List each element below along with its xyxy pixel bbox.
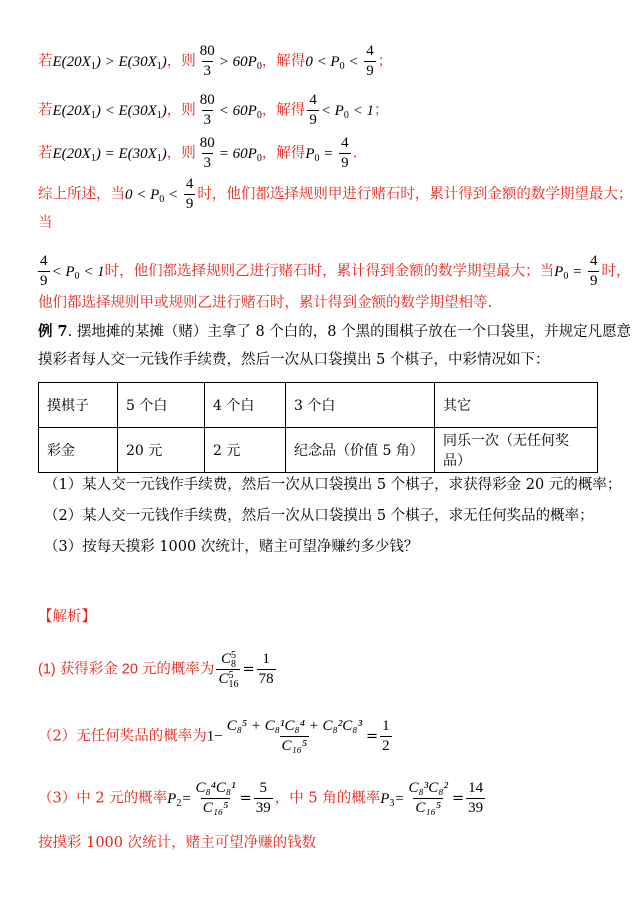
numerator: 4 (309, 92, 317, 108)
numerator: 5 (259, 780, 268, 796)
fraction (198, 42, 217, 81)
text: 若 (38, 102, 53, 119)
sub: 16 (228, 678, 239, 690)
table-cell: 5 个白 (118, 383, 205, 428)
numerator: 4 (40, 253, 48, 269)
numerator: 4 (185, 176, 194, 192)
text: （2）无任何奖品的概率为 (38, 728, 207, 745)
sub: 0 (563, 270, 569, 282)
text: 时，他们都选择规则乙进行赌石时，累计得到金额的数学期望最大；当 (104, 263, 555, 280)
text: 摸彩者每人交一元钱作手续费，然后一次从口袋摸出 5 个棋子，中彩情况如下： (38, 352, 550, 368)
sub: 1 (90, 60, 96, 72)
sub: 0 (343, 109, 349, 121)
numerator: C₈⁴C₈¹ (195, 780, 236, 796)
math: < P (51, 263, 75, 280)
sub: 1 (156, 109, 162, 121)
math: = (568, 263, 586, 280)
text: 若 (38, 145, 53, 162)
math: P (305, 145, 315, 162)
example-label: 例 7 (38, 323, 68, 340)
math: = (239, 790, 252, 807)
solution-3 (38, 779, 487, 818)
math: = (451, 790, 465, 807)
text: 当 (38, 215, 53, 231)
math: ) (161, 53, 167, 70)
text: . (352, 145, 358, 162)
fraction (407, 779, 450, 818)
sub: 1 (156, 152, 162, 164)
denominator: 3 (203, 155, 212, 171)
math: = (242, 661, 255, 678)
math: < 1 (79, 263, 105, 280)
fraction (307, 91, 319, 130)
denominator: 9 (366, 63, 374, 79)
text: ，解得 (261, 53, 306, 70)
fraction (225, 717, 364, 756)
sub: 1 (156, 60, 162, 72)
table-cell: 摸棋子 (39, 383, 118, 428)
denominator: 2 (382, 738, 390, 754)
text: 时，他们都选择规则甲进行赌石时，累计得到金额的数学期望最大； (197, 186, 633, 203)
numerator: 14 (468, 780, 484, 796)
question-3 (44, 537, 418, 557)
text: ，解得 (261, 145, 306, 162)
sub: 0 (339, 60, 345, 72)
math: < (344, 53, 363, 70)
question-1 (44, 475, 621, 495)
text: (1) 获得彩金 20 元的概率为 (38, 661, 215, 678)
math: 0 < P (125, 186, 160, 203)
denominator: 39 (255, 800, 271, 816)
math: > 60P (218, 53, 257, 70)
numerator: 80 (199, 43, 215, 59)
text: 时， (601, 263, 631, 280)
denominator: 9 (40, 273, 48, 289)
denominator: 9 (341, 155, 349, 171)
solution-2 (38, 717, 394, 756)
sub: 0 (159, 193, 165, 205)
case-line-2 (38, 91, 388, 130)
math: P (554, 263, 564, 280)
fraction (254, 779, 273, 818)
case-line-1 (38, 42, 392, 81)
numerator: 80 (199, 135, 215, 151)
math: ) (161, 102, 167, 119)
denominator: 9 (589, 273, 598, 289)
math: E(20X (52, 145, 91, 162)
text: ，则 (166, 102, 196, 119)
math: P (167, 790, 177, 807)
math: = (319, 145, 338, 162)
denominator: 9 (309, 112, 317, 128)
table-cell: 20 元 (118, 428, 205, 473)
denominator: C₁₆⁵ (415, 800, 442, 816)
math: < (164, 186, 182, 203)
math: = 60P (218, 145, 257, 162)
denominator: 39 (468, 800, 484, 816)
sub: 0 (256, 109, 262, 121)
text: ； (377, 53, 393, 70)
math: C (218, 671, 229, 687)
numerator: 1 (382, 718, 390, 734)
text: 若 (38, 53, 53, 70)
numerator: C₈³C₈² (408, 780, 448, 796)
sub: 1 (90, 152, 96, 164)
fraction (339, 134, 351, 173)
numerator: 4 (589, 253, 598, 269)
denominator: C₁₆⁵ (281, 738, 308, 754)
example-intro-1 (38, 322, 631, 342)
text: （1）某人交一元钱作手续费，然后一次从口袋摸出 5 个棋子，求获得彩金 20 元的概率； (44, 477, 622, 493)
math: 0 < P (305, 53, 340, 70)
fraction (184, 175, 196, 214)
fraction (38, 252, 50, 291)
fraction (364, 42, 376, 81)
summary-line-3 (38, 293, 492, 313)
sub: 0 (256, 152, 262, 164)
fraction (198, 134, 217, 173)
table-cell: 4 个白 (205, 383, 286, 428)
question-2 (44, 506, 594, 526)
math: < 1 (348, 102, 374, 119)
math: = (181, 790, 192, 807)
text: ，中 5 角的概率 (274, 790, 381, 807)
math: C (220, 651, 231, 667)
math: E(20X (52, 102, 91, 119)
table-cell: 2 元 (205, 428, 286, 473)
table-row-header (39, 383, 598, 428)
denominator: C₁₆⁵ (202, 800, 229, 816)
text: 综上所述，当 (38, 186, 125, 203)
text: 他们都选择规则甲或规则乙进行赌石时，累计得到金额的数学期望相等. (38, 295, 493, 311)
fraction (466, 779, 485, 818)
sub: 0 (74, 270, 80, 282)
math: < P (320, 102, 344, 119)
sub: 1 (90, 109, 96, 121)
fraction (193, 779, 237, 818)
text: 【解析】 (38, 609, 96, 625)
text: ，解得 (261, 102, 306, 119)
text: ，则 (166, 145, 196, 162)
text: （3）按每天摸彩 1000 次统计，赌主可望净赚约多少钱？ (44, 539, 419, 555)
table-cell: 同乐一次（无任何奖品） (435, 428, 598, 473)
math: = (365, 728, 379, 745)
summary-line-cont (38, 213, 53, 233)
table-cell: 纪念品（价值 5 角） (286, 428, 435, 473)
denominator: 3 (203, 112, 212, 128)
denominator: 9 (185, 196, 194, 212)
text: （2）某人交一元钱作手续费，然后一次从口袋摸出 5 个棋子，求无任何奖品的概率； (44, 508, 594, 524)
math: E(20X (52, 53, 91, 70)
sub: 3 (389, 797, 395, 809)
math: 1− (206, 728, 223, 745)
table-cell: 其它 (435, 383, 598, 428)
fraction (257, 650, 276, 689)
math: = (394, 790, 405, 807)
numerator: 80 (199, 92, 215, 108)
numerator: C₈⁵ + C₈¹C₈⁴ + C₈²C₈³ (226, 718, 362, 734)
fraction (216, 650, 240, 689)
solution-header (38, 607, 96, 627)
denominator: 3 (203, 63, 212, 79)
math: P (380, 790, 390, 807)
sub: 2 (176, 797, 182, 809)
denominator: 78 (258, 671, 274, 687)
table-cell: 3 个白 (286, 383, 435, 428)
text: 按摸彩 1000 次统计，赌主可望净赚的钱数 (38, 835, 317, 851)
fraction (588, 252, 600, 291)
text: ； (373, 102, 389, 119)
math: ) (161, 145, 167, 162)
solution-1 (38, 650, 278, 689)
table-cell: 彩金 (39, 428, 118, 473)
fraction (380, 717, 392, 756)
numerator: 4 (366, 43, 374, 59)
text: （3）中 2 元的概率 (38, 790, 168, 807)
sup: 5 (228, 669, 234, 681)
summary-line (38, 175, 632, 214)
summary-line-2 (38, 252, 630, 291)
numerator: 1 (262, 651, 270, 667)
solution-final (38, 833, 316, 853)
fraction (198, 91, 217, 130)
case-line-3 (38, 134, 357, 173)
math: ) < E(30X (95, 102, 157, 119)
numerator: 4 (341, 135, 349, 151)
math: ) > E(30X (95, 53, 157, 70)
prize-table (38, 382, 598, 473)
text: ，则 (166, 53, 196, 70)
math: < 60P (218, 102, 257, 119)
sup: 5 (230, 649, 236, 661)
text: . 摆地摊的某摊（赌）主拿了 8 个白的，8 个黑的围棋子放在一个口袋里，并规定凡愿意 (67, 324, 632, 340)
sub: 0 (314, 152, 320, 164)
math: ) = E(30X (95, 145, 157, 162)
example-intro-2 (38, 350, 549, 370)
sub: 0 (256, 60, 262, 72)
sub: 8 (230, 658, 236, 670)
table-row (39, 428, 598, 473)
